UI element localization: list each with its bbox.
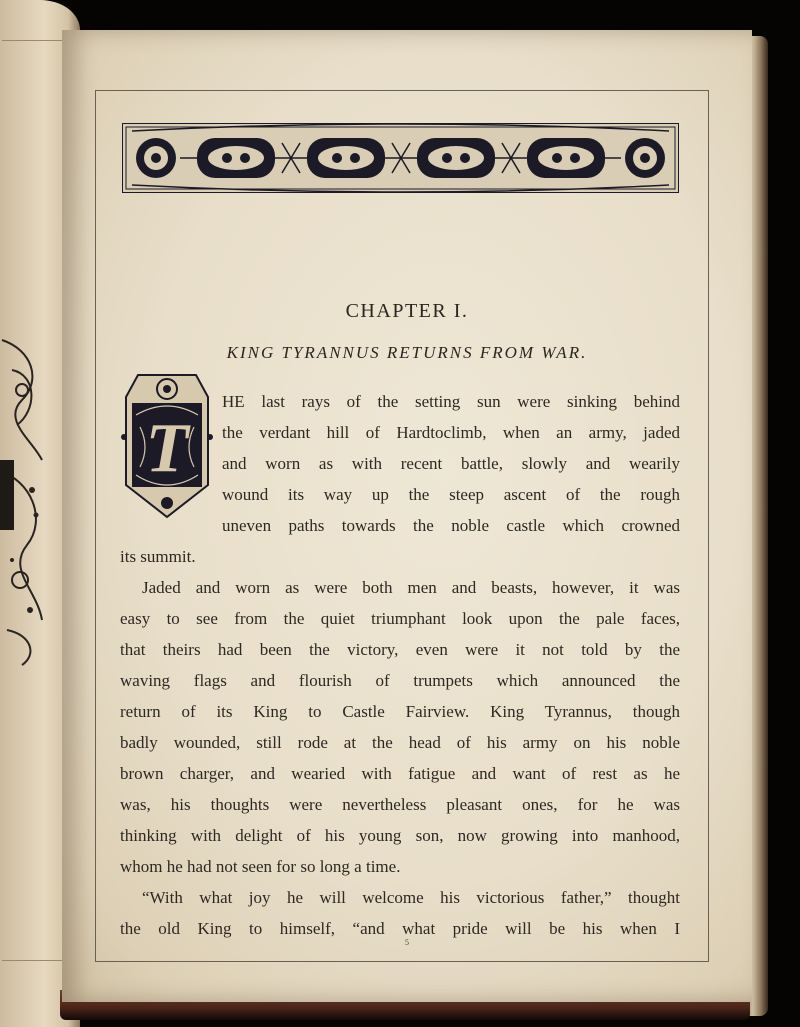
text-line-7: Jaded and worn as were both men and beasts, however, it was xyxy=(142,578,680,597)
text-line-5: uneven paths towards the noble castle which crowned xyxy=(222,516,680,535)
chapter-subtitle: KING TYRANNUS RETURNS FROM WAR. xyxy=(226,343,588,362)
book-page xyxy=(62,30,752,1002)
text-line-14: was, his thoughts were nevertheless pleasant ones, for he was xyxy=(120,795,680,814)
text-line-8: easy to see from the quiet triumphant look upon the pale faces, xyxy=(120,609,680,628)
drop-cap-letter: T xyxy=(145,410,189,487)
text-line-12: badly wounded, still rode at the head of his army on his noble xyxy=(120,733,680,752)
page-number: 5 xyxy=(405,938,409,947)
text-line-17: “With what joy he will welcome his victorious father,” thought xyxy=(142,888,680,907)
ornamental-drop-cap-icon xyxy=(120,367,214,519)
text-line-2: the verdant hill of Hardtoclimb, when an army, jaded xyxy=(222,423,680,442)
chapter-title: CHAPTER I. xyxy=(345,300,469,322)
left-page-ornament-icon xyxy=(0,330,52,670)
floral-ornament-band-icon xyxy=(122,123,679,193)
text-line-15: thinking with delight of his young son, now growing into manhood, xyxy=(120,826,680,845)
text-line-13: brown charger, and wearied with fatigue and want of rest as he xyxy=(120,764,680,783)
text-line-3: and worn as with recent battle, slowly and wearily xyxy=(222,454,680,473)
text-line-1: HE last rays of the setting sun were sinking behind xyxy=(222,392,680,411)
text-line-11: return of its King to Castle Fairview. King Tyrannus, though xyxy=(120,702,680,721)
text-line-9: that theirs had been the victory, even were it not told by the xyxy=(120,640,680,659)
text-line-16: whom he had not seen for so long a time. xyxy=(120,857,401,876)
text-line-6: its summit. xyxy=(120,547,196,566)
left-page-rule-top xyxy=(2,40,62,41)
text-line-18: the old King to himself, “and what pride will be his when I xyxy=(120,919,680,938)
text-line-10: waving flags and flourish of trumpets which announced the xyxy=(120,671,680,690)
text-line-4: wound its way up the steep ascent of the rough xyxy=(222,485,680,504)
left-page-rule-bottom xyxy=(2,960,62,961)
